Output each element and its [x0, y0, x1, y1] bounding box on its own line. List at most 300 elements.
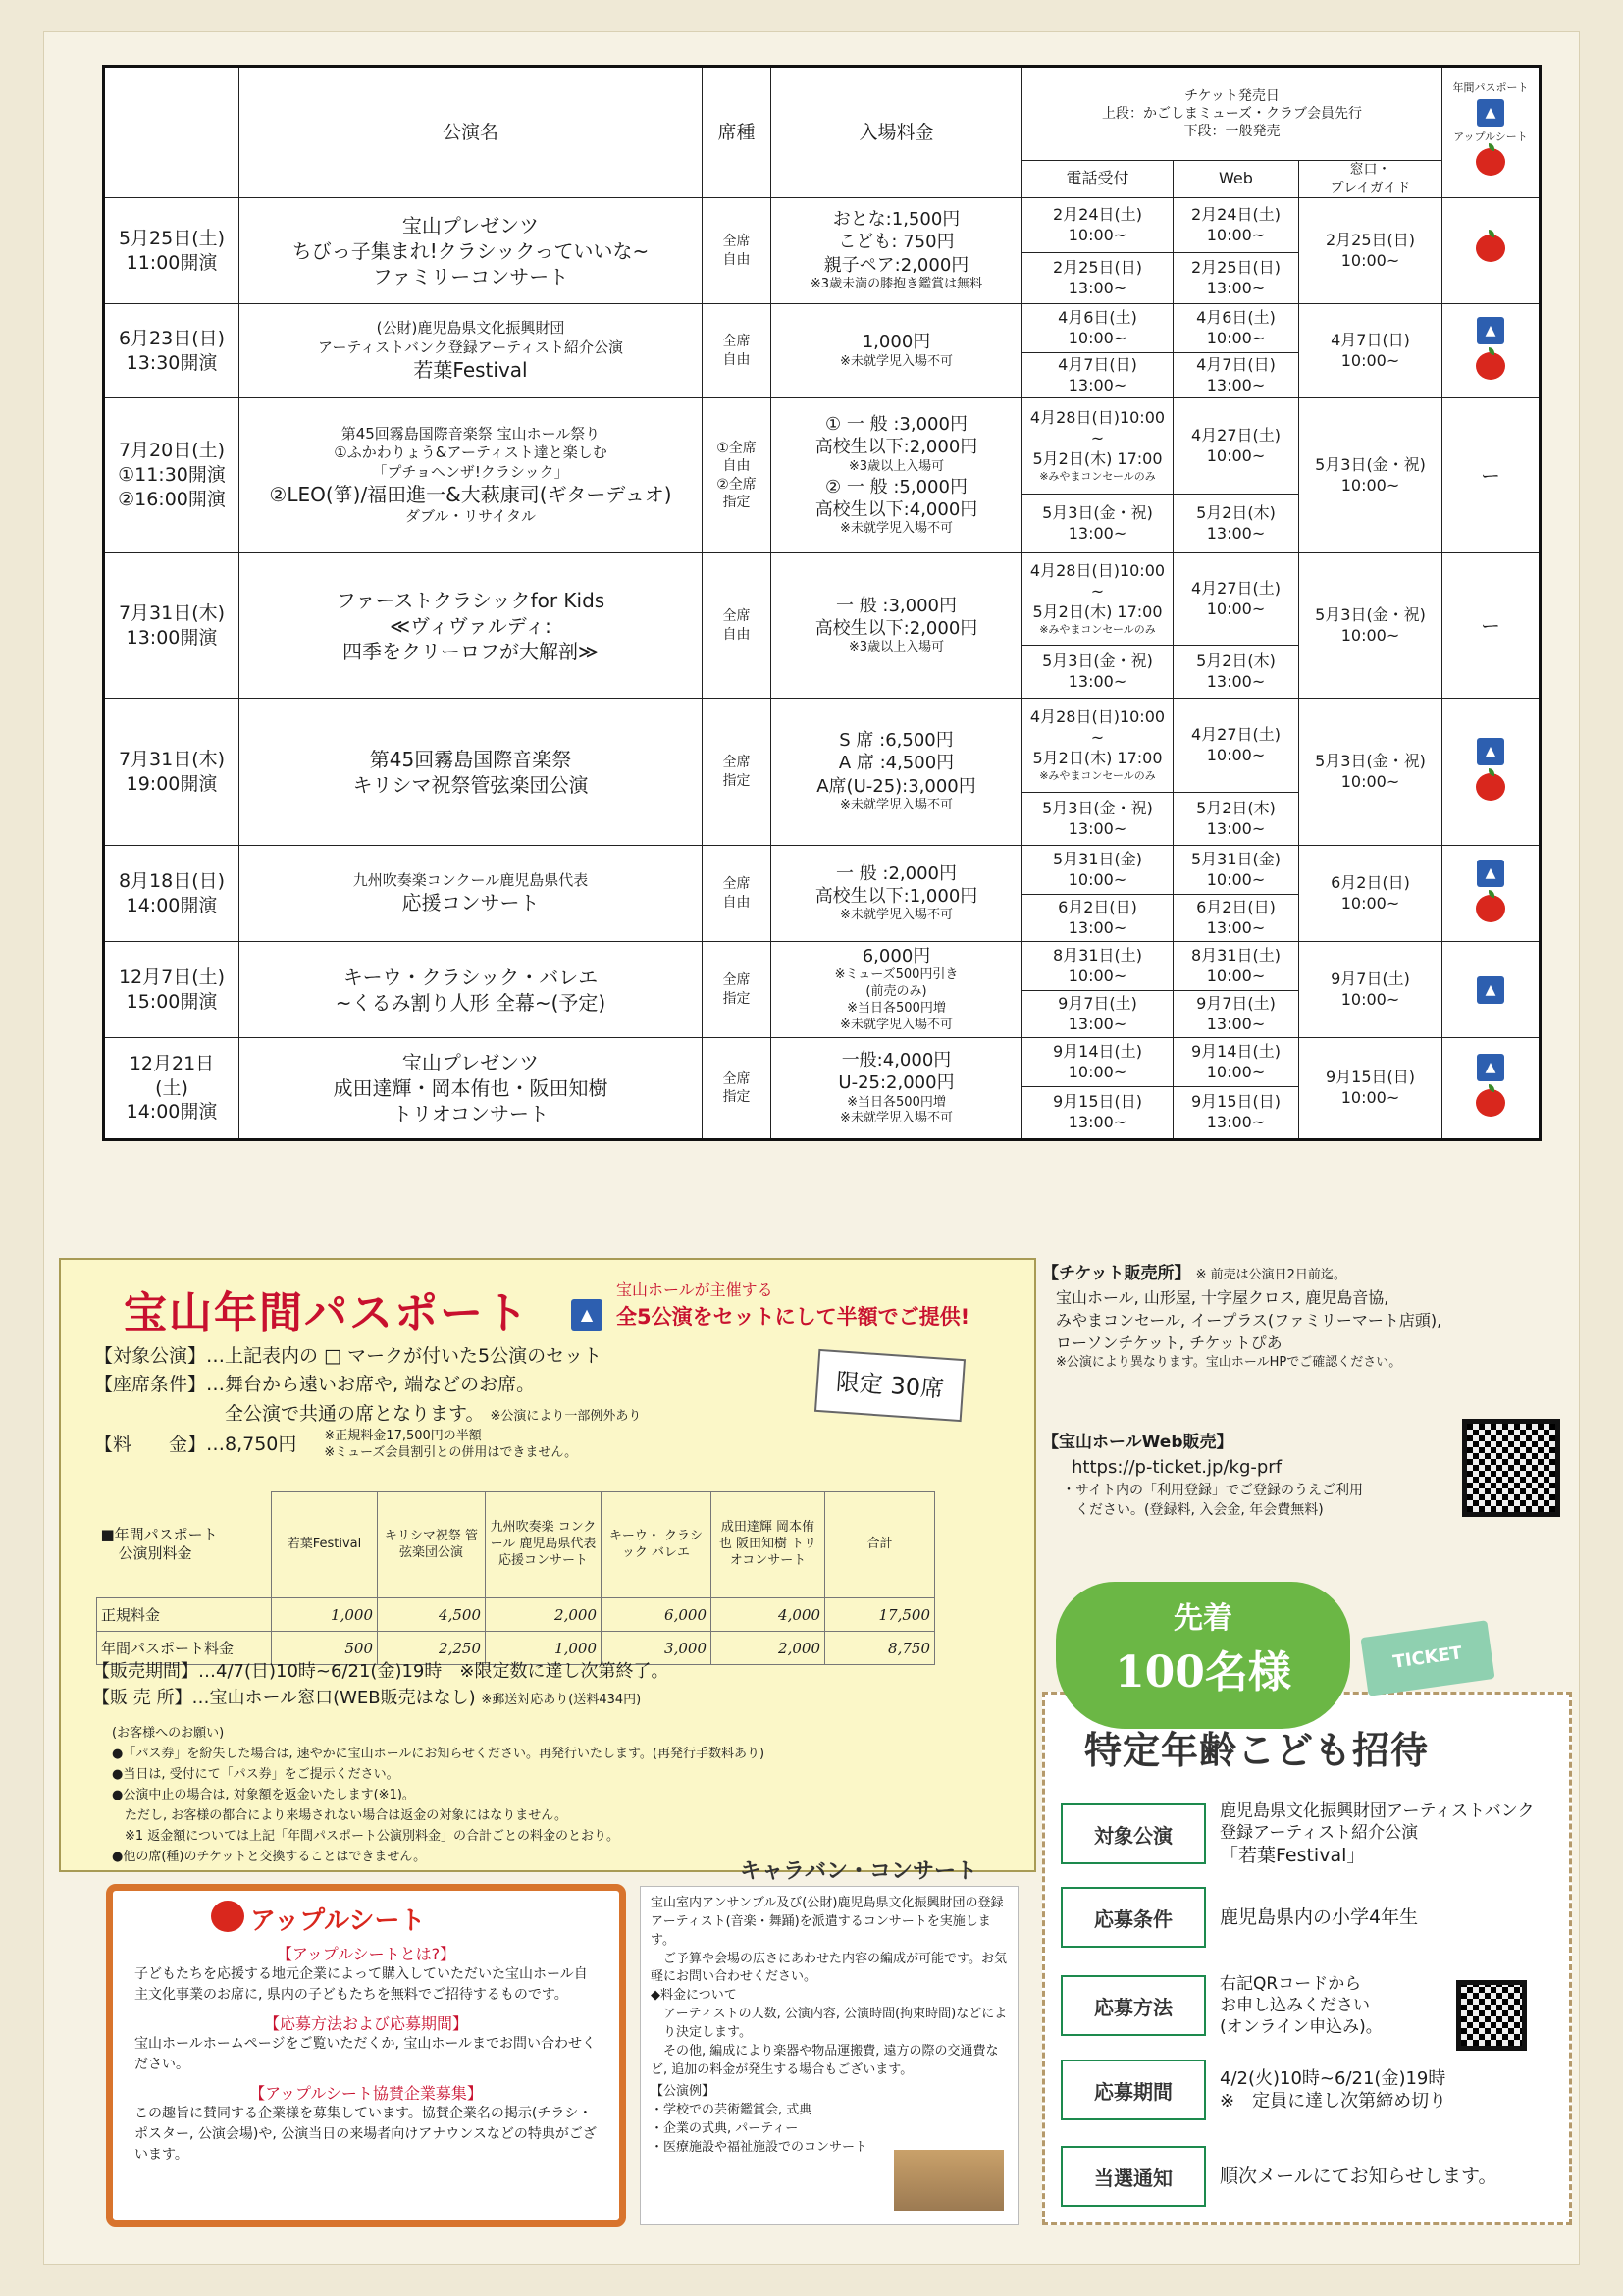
- sale-line: 5月2日(木) 17:00: [1032, 448, 1163, 468]
- web-sale-member: [1174, 198, 1299, 253]
- name-line: トリオコンサート: [393, 1102, 549, 1125]
- sale-line: 5月3日(金・祝): [1315, 751, 1426, 770]
- price-line: 一 般 :2,000円: [835, 862, 958, 884]
- caravan-t3: ◆料金について: [651, 1988, 737, 2004]
- apple-logo: アップルシート: [250, 1906, 426, 1936]
- phone-sale-general: [1022, 495, 1174, 553]
- apple-t1: 子どもたちを応援する地元企業によって購入していただいた宝山ホール自主文化事業のお席に, 県内の子どもたちを無料でご招待するものです。: [134, 1966, 588, 2003]
- phone-sale-general: [1022, 1087, 1174, 1140]
- sale-line: 13:00~: [1068, 523, 1127, 543]
- phone-sale-member: [1022, 699, 1174, 793]
- schedule-row: [104, 398, 1541, 495]
- apple-t3: この趣旨に賛同する企業様を募集しています。協賛企業名の掲示(チラシ・ポスター, 公演会場)や, 公演当日の来場者向けアナウンスなどの特典がございます。: [134, 2106, 597, 2163]
- seat-type: [703, 699, 771, 846]
- ticket-price: [771, 699, 1022, 846]
- web-sale-member: [1174, 699, 1299, 793]
- web-sale-general: [1174, 253, 1299, 304]
- web-sale-general: [1174, 495, 1299, 553]
- sale-line: 10:00~: [1340, 771, 1400, 791]
- sale-line: 2月24日(土): [1052, 204, 1143, 224]
- apple-logo-icon: [211, 1901, 244, 1932]
- sale-line: 4月27日(土): [1190, 425, 1282, 444]
- price-line: こども: 750円: [838, 232, 955, 253]
- passport-col-3: 九州吹奏楽 コンクール 鹿児島県代表 応援コンサート: [486, 1492, 602, 1598]
- sale-line: ※みやまコンセールのみ: [1039, 469, 1156, 483]
- passport-fee-note1: ※正規料金17,500円の半額: [324, 1429, 482, 1444]
- passport-title: 宝山年間パスポート: [124, 1288, 530, 1338]
- passport-sales-info: [92, 1658, 668, 1711]
- sale-line: 4月28日(日)10:00: [1029, 561, 1166, 581]
- name-line: ちびっ子集まれ!クラシックっていいな~: [291, 238, 650, 263]
- date-line: 8月18日(日): [118, 869, 226, 892]
- invite-label: 応募期間: [1061, 2060, 1206, 2120]
- sale-line: 5月3日(金・祝): [1042, 502, 1153, 522]
- date-line: 13:00開演: [126, 626, 218, 649]
- invite-line: (オンライン申込み)。: [1220, 2017, 1383, 2038]
- icon-cell: [1442, 304, 1541, 398]
- sale-line: 10:00~: [1206, 869, 1266, 889]
- price-line: おとな:1,500円: [832, 208, 961, 230]
- sale-line: 10:00~: [1068, 328, 1127, 347]
- web-sale-qr-code[interactable]: [1462, 1419, 1560, 1517]
- sale-line: 2月25日(日): [1190, 257, 1282, 277]
- sale-line: 13:00~: [1206, 818, 1266, 838]
- header-window: [1299, 161, 1442, 198]
- passport-tag1: 宝山ホールが主催する: [616, 1280, 773, 1299]
- price-line: ※当日各500円増: [847, 1001, 946, 1017]
- seat-line: 全席: [722, 1070, 751, 1087]
- apple-t2: 宝山ホールホームページをご覧いただくか, 宝山ホールまでお問い合わせください。: [134, 2036, 597, 2072]
- name-line: 第45回霧島国際音楽祭: [369, 747, 572, 771]
- name-line: 四季をクリーロフが大解剖≫: [342, 639, 599, 663]
- phone-sale-member: [1022, 304, 1174, 353]
- web-sale-head: 【宝山ホールWeb販売】: [1042, 1433, 1233, 1452]
- date-line: 14:00開演: [126, 894, 218, 916]
- sale-line: 13:00~: [1206, 917, 1266, 937]
- icon-cell: [1442, 398, 1541, 553]
- sale-line: 5月31日(金): [1190, 849, 1282, 868]
- passport-line-2: 【座席条件】…舞台から遠いお席や, 端などのお席。: [94, 1374, 536, 1396]
- date-line: ①11:30開演: [118, 464, 226, 487]
- phone-sale-member: [1022, 198, 1174, 253]
- name-line: 「プチョヘンザ!クラシック」: [372, 462, 569, 481]
- price-line: 1,000円: [862, 332, 931, 353]
- web-sale-url[interactable]: https://p-ticket.jp/kg-prf: [1072, 1456, 1283, 1478]
- not-applicable-dash: ー: [1481, 463, 1501, 488]
- seat-type: [703, 198, 771, 304]
- passport-row2-cell: 500: [272, 1632, 378, 1665]
- schedule-row: [104, 699, 1541, 793]
- passport-note: ●公演中止の場合は, 対象額を返金いたします(※1)。: [112, 1788, 415, 1803]
- invite-row: [1061, 1887, 1561, 1948]
- name-line: ダブル・リサイタル: [404, 507, 537, 525]
- seat-type: [703, 942, 771, 1038]
- name-line: 九州吹奏楽コンクール鹿児島県代表: [352, 870, 589, 889]
- passport-row1-cell: 4,000: [711, 1598, 825, 1632]
- name-line: 成田達輝・岡本侑也・阪田知樹: [333, 1076, 608, 1100]
- price-line: 高校生以下:2,000円: [814, 618, 978, 640]
- passport-icon: ▲: [1477, 1054, 1504, 1081]
- sale-line: 10:00~: [1068, 1062, 1127, 1081]
- sale-line: 13:00~: [1068, 917, 1127, 937]
- sale-line: ~: [1090, 727, 1105, 747]
- passport-row2-cell: 2,250: [378, 1632, 486, 1665]
- schedule-row: [104, 553, 1541, 646]
- sale-line: 9月7日(土): [1331, 968, 1410, 988]
- apple-seat-box: [106, 1884, 626, 2227]
- passport-note: (お客様へのお願い): [112, 1726, 225, 1741]
- date-line: 7月20日(土): [118, 440, 226, 462]
- web-sale-member: [1174, 942, 1299, 991]
- passport-table-title1: ■年間パスポート: [100, 1525, 218, 1543]
- sale-line: 13:00~: [1206, 1014, 1266, 1033]
- date-line: 15:00開演: [126, 990, 218, 1013]
- price-line: 一般:4,000円: [841, 1049, 952, 1070]
- passport-conditions: [94, 1342, 641, 1462]
- price-line: ※3歳以上入場可: [848, 458, 945, 474]
- header-pass-label: 年間パスポート: [1452, 80, 1529, 94]
- passport-place-note: ※郵送対応あり(送料434円): [481, 1693, 642, 1707]
- phone-sale-member: [1022, 1038, 1174, 1087]
- web-sale-general: [1174, 793, 1299, 846]
- passport-row1-label: 正規料金: [97, 1598, 272, 1632]
- performance-date: [104, 846, 239, 942]
- performance-name: [239, 304, 703, 398]
- price-line: A 席 :4,500円: [838, 753, 955, 774]
- passport-row2-cell: 1,000: [486, 1632, 602, 1665]
- passport-note: ●他の席(種)のチケットと交換することはできません。: [112, 1850, 427, 1865]
- price-line: ※ミューズ500円引き: [834, 967, 959, 983]
- caravan-t4: アーティストの人数, 公演内容, 公演時間(拘束時間)などにより決定します。: [663, 2007, 1008, 2040]
- apple-q3: 【アップルシート協賛企業募集】: [249, 2084, 483, 2103]
- web-sale-general: [1174, 1087, 1299, 1140]
- phone-sale-general: [1022, 991, 1174, 1038]
- ticket-sale-note: ※公演により異なります。宝山ホールHPでご確認ください。: [1056, 1355, 1402, 1371]
- performance-name: [239, 1038, 703, 1140]
- seat-line: 自由: [722, 251, 751, 268]
- invite-line: 右記QRコードから: [1220, 1974, 1362, 1994]
- sale-line: 13:00~: [1068, 375, 1127, 394]
- window-sale: [1299, 846, 1442, 942]
- sale-line: 5月3日(金・祝): [1042, 798, 1153, 817]
- ticket-sale-head: 【チケット販売所】: [1042, 1264, 1191, 1283]
- date-line: 12月21日: [129, 1052, 215, 1074]
- icon-cell: [1442, 699, 1541, 846]
- invite-row: [1061, 1800, 1561, 1868]
- ticket-price: [771, 846, 1022, 942]
- name-line: ~くるみ割り人形 全幕~(予定): [335, 990, 606, 1015]
- price-line: 高校生以下:4,000円: [814, 498, 978, 520]
- date-line: 13:30開演: [126, 351, 218, 374]
- date-line: 11:00開演: [126, 251, 218, 274]
- phone-sale-general: [1022, 895, 1174, 942]
- name-line: 第45回霧島国際音楽祭 宝山ホール祭り: [340, 424, 601, 443]
- invite-line: お申し込みください: [1220, 1996, 1370, 2016]
- name-line: アーティストバンク登録アーティスト紹介公演: [317, 338, 624, 356]
- caravan-t7: ・学校での芸術鑑賞会, 式典: [651, 2103, 812, 2118]
- phone-sale-general: [1022, 253, 1174, 304]
- sale-line: 13:00~: [1206, 671, 1266, 691]
- window-sale: [1299, 398, 1442, 553]
- price-note: ※未就学児入場不可: [840, 908, 953, 923]
- passport-notes: [112, 1723, 764, 1867]
- name-line: (公財)鹿児島県文化振興財団: [376, 319, 565, 337]
- date-line: 7月31日(木): [118, 601, 226, 624]
- seat-line: 全席: [722, 755, 751, 771]
- not-applicable-dash: ー: [1481, 613, 1501, 638]
- performance-name: [239, 699, 703, 846]
- phone-sale-member: [1022, 398, 1174, 495]
- sale-line: 13:00~: [1068, 1113, 1127, 1131]
- web-sale-general: [1174, 646, 1299, 699]
- sale-line: 5月3日(金・祝): [1042, 651, 1153, 670]
- cloud-line-1: 先着: [1174, 1601, 1232, 1636]
- seat-line: 自由: [722, 351, 751, 368]
- web-sale-general: [1174, 895, 1299, 942]
- cloud-line-2: 100名様: [1115, 1647, 1291, 1697]
- passport-row2-cell: 2,000: [711, 1632, 825, 1665]
- caravan-t5: その他, 編成により楽器や物品運搬費, 遠方の際の交通費など, 追加の料金が発生する場合もございます。: [651, 2043, 999, 2077]
- seat-type: [703, 304, 771, 398]
- phone-sale-member: [1022, 942, 1174, 991]
- sale-line: 9月14日(土): [1052, 1041, 1143, 1061]
- price-note: ※未就学児入場不可: [840, 1111, 953, 1126]
- invite-line: 4/2(火)10時~6/21(金)19時: [1220, 2067, 1446, 2089]
- icon-cell: [1442, 1038, 1541, 1140]
- header-name: 公演名: [239, 67, 703, 198]
- sale-line: 13:00~: [1206, 1113, 1266, 1131]
- apple-q2: 【応募方法および応募期間】: [263, 2014, 468, 2033]
- schedule-row: [104, 1038, 1541, 1087]
- ticket-price: [771, 304, 1022, 398]
- sale-line: 10:00~: [1206, 225, 1266, 244]
- header-window-1: 窓口・: [1349, 162, 1391, 179]
- header-price: 入場料金: [771, 67, 1022, 198]
- schedule-row: [104, 846, 1541, 895]
- price-note: ※未就学児入場不可: [840, 798, 953, 813]
- passport-tag-icon: ▲: [571, 1299, 602, 1331]
- sale-line: 4月27日(土): [1190, 724, 1282, 744]
- web-sale-member: [1174, 1038, 1299, 1087]
- sale-line: 10:00~: [1206, 965, 1266, 985]
- seat-line: 全席: [722, 334, 751, 350]
- name-line: ①ふかわりょう&アーティスト達と楽しむ: [334, 444, 607, 461]
- ticket-sale-t3: ローソンチケット, チケットぴあ: [1056, 1333, 1283, 1353]
- sale-line: 5月31日(金): [1052, 849, 1143, 868]
- schedule-table: [102, 65, 1542, 1141]
- price-note: ※3歳以上入場可: [848, 640, 945, 655]
- name-line: 宝山プレゼンツ: [401, 1051, 540, 1074]
- passport-lines-note: ※公演により一部例外あり: [490, 1408, 642, 1424]
- web-sale-member: [1174, 553, 1299, 646]
- name-line: キリシマ祝祭管弦楽団公演: [352, 772, 589, 797]
- passport-note: ※1 返金額については上記「年間パスポート公演別料金」の合計ごとの料金のとおり。: [112, 1829, 620, 1845]
- price-line: 高校生以下:1,000円: [814, 886, 978, 908]
- seat-line: 全席: [722, 876, 751, 893]
- apple-seat-icon: [1476, 148, 1505, 176]
- seat-line: 自由: [722, 626, 751, 643]
- invite-text: 順次メールにてお知らせします。: [1220, 2165, 1497, 2187]
- passport-row2-label: 年間パスポート料金: [97, 1632, 272, 1665]
- passport-row2-cell: 3,000: [602, 1632, 711, 1665]
- apple-seat-icon: [1476, 352, 1505, 380]
- sale-line: 10:00~: [1340, 893, 1400, 913]
- sale-line: 9月7日(土): [1058, 993, 1137, 1013]
- sale-line: 4月28日(日)10:00: [1029, 707, 1166, 727]
- invite-label: 対象公演: [1061, 1803, 1206, 1864]
- ticket-price: [771, 198, 1022, 304]
- web-sale-general: [1174, 991, 1299, 1038]
- date-line: 6月23日(日): [118, 327, 226, 349]
- sale-line: 9月14日(土): [1190, 1041, 1282, 1061]
- caravan-box: [640, 1886, 1019, 2225]
- sale-line: 10:00~: [1340, 350, 1400, 370]
- sale-line: 13:00~: [1068, 818, 1127, 838]
- seat-line: 自由: [722, 458, 751, 475]
- header-web: Web: [1174, 161, 1299, 198]
- performance-name: [239, 398, 703, 553]
- seat-line: ②全席: [716, 476, 757, 493]
- window-sale: [1299, 198, 1442, 304]
- header-apple-label: アップルシート: [1453, 130, 1528, 143]
- passport-row1-total: 17,500: [825, 1598, 935, 1632]
- price-note: ※未就学児入場不可: [840, 521, 953, 537]
- web-sale-t1: ・サイト内の「利用登録」でご登録のうえご利用: [1062, 1482, 1364, 1498]
- apple-seat-icon: [1476, 895, 1505, 922]
- phone-sale-member: [1022, 553, 1174, 646]
- caravan-t2: ご予算や会場の広さにあわせた内容の編成が可能です。お気軽にお問い合わせください。: [651, 1951, 1007, 1985]
- passport-fee-note2: ※ミューズ会員割引との併用はできません。: [324, 1445, 578, 1461]
- seat-type: [703, 846, 771, 942]
- price-note: ※3歳未満の膝抱き鑑賞は無料: [810, 277, 983, 292]
- invite-text: 鹿児島県内の小学4年生: [1220, 1905, 1419, 1928]
- apple-seat-icon: [1476, 1089, 1505, 1117]
- ticket-sale-info: [1042, 1262, 1572, 1373]
- performance-name: [239, 942, 703, 1038]
- window-sale: [1299, 304, 1442, 398]
- invite-qr-code[interactable]: [1456, 1980, 1527, 2051]
- limited-seats-stamp: 限定 30席: [814, 1349, 966, 1422]
- passport-tag2: 全5公演をセットにして半額でご提供!: [616, 1305, 970, 1329]
- caravan-title: キャラバン・コンサート: [740, 1859, 978, 1884]
- phone-sale-member: [1022, 846, 1174, 895]
- sale-line: 5月2日(木): [1196, 798, 1276, 817]
- passport-row1-cell: 1,000: [272, 1598, 378, 1632]
- passport-row1-cell: 2,000: [486, 1598, 602, 1632]
- date-line: 5月25日(土): [118, 227, 226, 249]
- price-note: ※未就学児入場不可: [840, 1018, 953, 1033]
- sale-line: 5月2日(木): [1196, 502, 1276, 522]
- sale-line: 4月7日(日): [1058, 354, 1137, 374]
- sale-line: 10:00~: [1206, 745, 1266, 764]
- performance-date: [104, 398, 239, 553]
- passport-line-1: 【対象公演】…上記表内の □ マークが付いた5公演のセット: [94, 1345, 602, 1367]
- header-sale: [1022, 67, 1442, 161]
- sale-line: 10:00~: [1206, 445, 1266, 465]
- price-line: ① 一 般 :3,000円: [825, 413, 968, 435]
- passport-note: ●当日は, 受付にて「パス券」をご提示ください。: [112, 1767, 399, 1783]
- price-line: 親子ペア:2,000円: [823, 254, 969, 276]
- sale-line: 4月6日(土): [1196, 307, 1276, 327]
- ticket-price: [771, 553, 1022, 699]
- window-sale: [1299, 699, 1442, 846]
- invite-label: 当選通知: [1061, 2146, 1206, 2207]
- sale-line: 5月2日(木) 17:00: [1032, 748, 1163, 767]
- passport-row2-total: 8,750: [825, 1632, 935, 1665]
- sale-line: 6月2日(日): [1331, 872, 1410, 892]
- sale-line: 6月2日(日): [1058, 897, 1137, 916]
- sale-line: 2月25日(日): [1325, 230, 1416, 249]
- sale-line: 10:00~: [1340, 475, 1400, 495]
- price-line: 一 般 :3,000円: [835, 595, 958, 616]
- sale-line: 4月27日(土): [1190, 578, 1282, 598]
- performance-name: [239, 553, 703, 699]
- seat-line: 指定: [722, 1089, 751, 1105]
- seat-type: [703, 1038, 771, 1140]
- name-line: ファミリーコンサート: [372, 264, 569, 288]
- caravan-t6: 【公演例】: [651, 2084, 715, 2100]
- sale-line: 8月31日(土): [1190, 945, 1282, 965]
- date-line: 19:00開演: [126, 772, 218, 795]
- first-come-cloud-badge: [1056, 1582, 1350, 1729]
- sale-line: 2月25日(日): [1052, 257, 1143, 277]
- performance-date: [104, 304, 239, 398]
- date-line: 7月31日(木): [118, 748, 226, 770]
- sale-line: 10:00~: [1206, 599, 1266, 618]
- ticket-sale-head-note: ※ 前売は公演日2日前迄。: [1195, 1268, 1346, 1282]
- seat-line: 指定: [722, 772, 751, 789]
- icon-cell: [1442, 553, 1541, 699]
- passport-table-title: [97, 1492, 272, 1598]
- schedule-row: [104, 198, 1541, 253]
- sale-line: 9月7日(土): [1196, 993, 1276, 1013]
- invite-line: 登録アーティスト紹介公演: [1220, 1823, 1419, 1844]
- performance-date: [104, 1038, 239, 1140]
- schedule-body: [104, 198, 1541, 1140]
- header-window-2: プレイガイド: [1330, 180, 1411, 196]
- price-note: ※未就学児入場不可: [840, 353, 953, 369]
- invite-text: [1206, 2067, 1446, 2113]
- sale-line: 10:00~: [1068, 869, 1127, 889]
- passport-col-4: キーウ・ クラシック バレエ: [602, 1492, 711, 1598]
- price-line: U-25:2,000円: [838, 1072, 955, 1094]
- header-sale-title: チケット発売日: [1184, 87, 1280, 104]
- sale-line: ※みやまコンセールのみ: [1039, 768, 1156, 782]
- name-line: 宝山プレゼンツ: [401, 213, 540, 237]
- child-invitation-box: [1042, 1692, 1572, 2225]
- sale-line: 9月15日(日): [1325, 1068, 1416, 1087]
- header-icons: [1442, 67, 1541, 198]
- sale-line: 4月7日(日): [1331, 330, 1410, 349]
- icon-cell: [1442, 198, 1541, 304]
- performance-name: [239, 846, 703, 942]
- invite-title: 特定年齢こども招待: [1084, 1729, 1430, 1772]
- caravan-t8: ・企業の式典, パーティー: [651, 2121, 799, 2137]
- performance-name: [239, 198, 703, 304]
- window-sale: [1299, 553, 1442, 699]
- passport-row1-cell: 6,000: [602, 1598, 711, 1632]
- seat-line: 全席: [722, 234, 751, 250]
- sale-line: 13:00~: [1206, 523, 1266, 543]
- sale-line: 10:00~: [1340, 625, 1400, 645]
- name-line: ファーストクラシックfor Kids: [336, 588, 605, 612]
- web-sale-general: [1174, 353, 1299, 398]
- name-line: ②LEO(箏)/福田進一&大萩康司(ギターデュオ): [269, 483, 672, 506]
- ticket-price: [771, 398, 1022, 553]
- web-sale-member: [1174, 846, 1299, 895]
- passport-icon: ▲: [1477, 99, 1504, 127]
- concert-photo: [894, 2150, 1004, 2211]
